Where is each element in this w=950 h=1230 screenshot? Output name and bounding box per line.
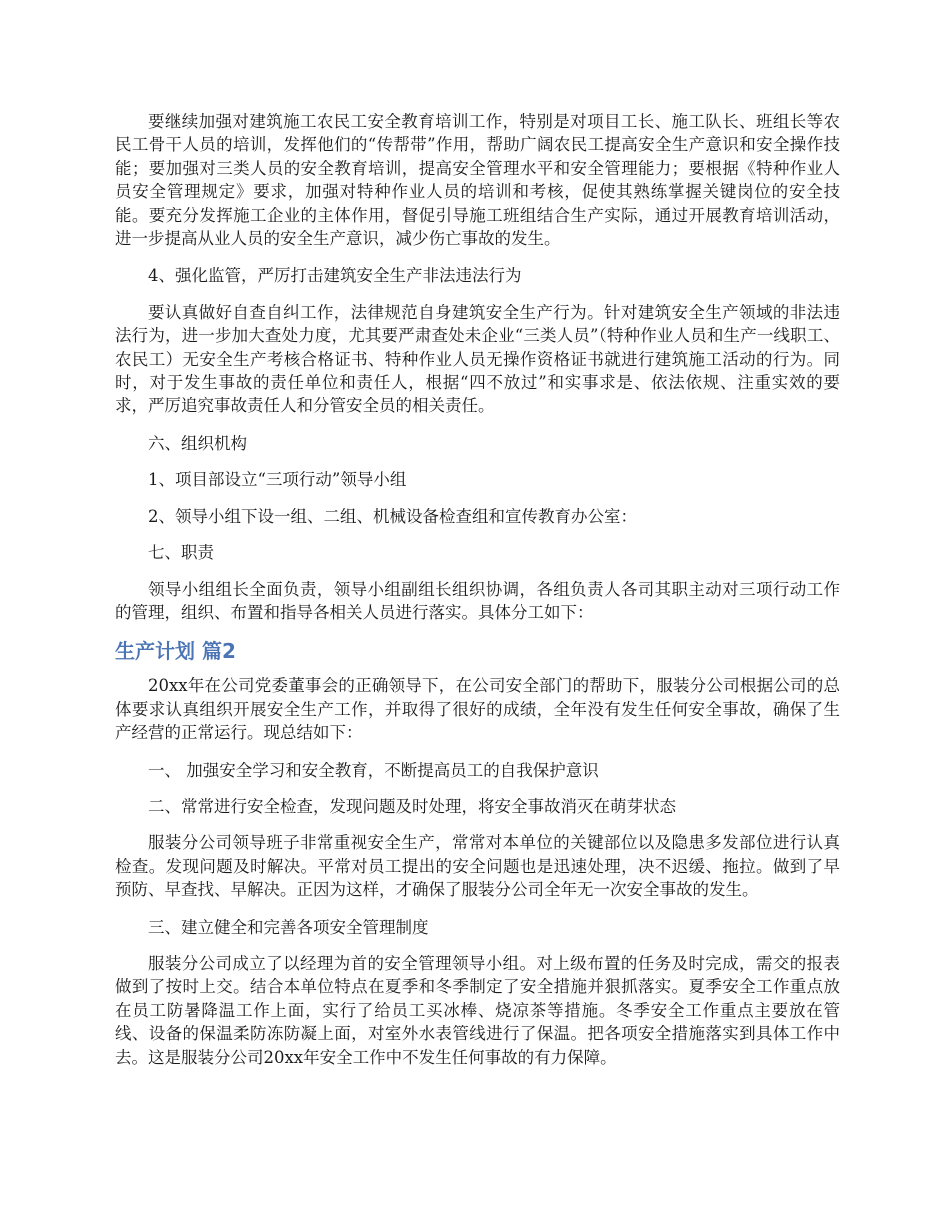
article-heading: 生产计划 篇2	[115, 639, 236, 664]
paragraph-summary-intro: 20xx年在公司党委董事会的正确领导下，在公司安全部门的帮助下，服装分公司根据公司的总体要求认真组织开展安全生产工作，并取得了很好的成绩，全年没有发生任何安全事故，确保了生产经营的正常运行。现总结如下：	[115, 676, 840, 743]
paragraph-self-inspection: 要认真做好自查自纠工作，法律规范自身建筑安全生产行为。针对建筑安全生产领域的非法违法行为，进一步加大查处力度，尤其要严肃查处未企业“三类人员”（特种作业人员和生产一线职工、农民工）无安全生产考核合格证书、特种作业人员无操作资格证书就进行建筑施工活动的行为。同时，对于发生事故的责任单位和责任人，根据“四不放过”和实事求是、依法依规、注重实效的要求，严厉追究事故责任人和分管安全员的相关责任。	[115, 302, 840, 416]
paragraph-inspection-detail: 服装分公司领导班子非常重视安全生产，常常对本单位的关键部位以及隐患多发部位进行认真检查。发现问题及时解决。平常对员工提出的安全问题也是迅速处理，决不迟缓、拖拉。做到了早预防、早查找、早解决。正因为这样，才确保了服装分公司全年无一次安全事故的发生。	[115, 833, 840, 900]
section-item-safety-education: 一、 加强安全学习和安全教育，不断提高员工的自我保护意识	[148, 760, 599, 780]
list-item-leadership-group: 1、项目部设立“三项行动”领导小组	[148, 470, 407, 490]
section-heading-organization: 六、组织机构	[148, 433, 247, 453]
document-body	[115, 110, 840, 1083]
paragraph-management-detail: 服装分公司成立了以经理为首的安全管理领导小组。对上级布置的任务及时完成，需交的报表做到了按时上交。结合本单位特点在夏季和冬季制定了安全措施并狠抓落实。夏季安全工作重点放在员工防暑降温工作上面，实行了给员工买冰棒、烧凉茶等措施。冬季安全工作重点主要放在管线、设备的保温柔防冻防凝上面，对室外水表管线进行了保温。把各项安全措施落实到具体工作中去。这是服装分公司20xx年安全工作中不发生任何事故的有力保障。	[115, 953, 840, 1067]
list-item-subgroups: 2、领导小组下设一组、二组、机械设备检查组和宣传教育办公室：	[148, 506, 637, 526]
section-item-safety-inspection: 二、常常进行安全检查，发现问题及时处理，将安全事故消灭在萌芽状态	[148, 796, 676, 816]
paragraph-training: 要继续加强对建筑施工农民工安全教育培训工作，特别是对项目工长、施工队长、班组长等农民工骨干人员的培训，发挥他们的“传帮带”作用，帮助广阔农民工提高安全生产意识和安全操作技能；要加强对三类人员的安全教育培训，提高安全管理水平和安全管理能力；要根据《特种作业人员安全管理规定》要求，加强对特种作业人员的培训和考核，促使其熟练掌握关键岗位的安全技能。要充分发挥施工企业的主体作用，督促引导施工班组结合生产实际，通过开展教育培训活动，进一步提高从业人员的安全生产意识，减少伤亡事故的发生。	[115, 112, 840, 249]
section-item-4-supervision: 4、强化监管，严厉打击建筑安全生产非法违法行为	[148, 266, 522, 286]
section-item-management-system: 三、建立健全和完善各项安全管理制度	[148, 917, 429, 937]
paragraph-duties: 领导小组组长全面负责，领导小组副组长组织协调，各组负责人各司其职主动对三项行动工作的管理，组织、布置和指导各相关人员进行落实。具体分工如下：	[115, 579, 840, 622]
section-heading-duties: 七、职责	[148, 543, 214, 563]
